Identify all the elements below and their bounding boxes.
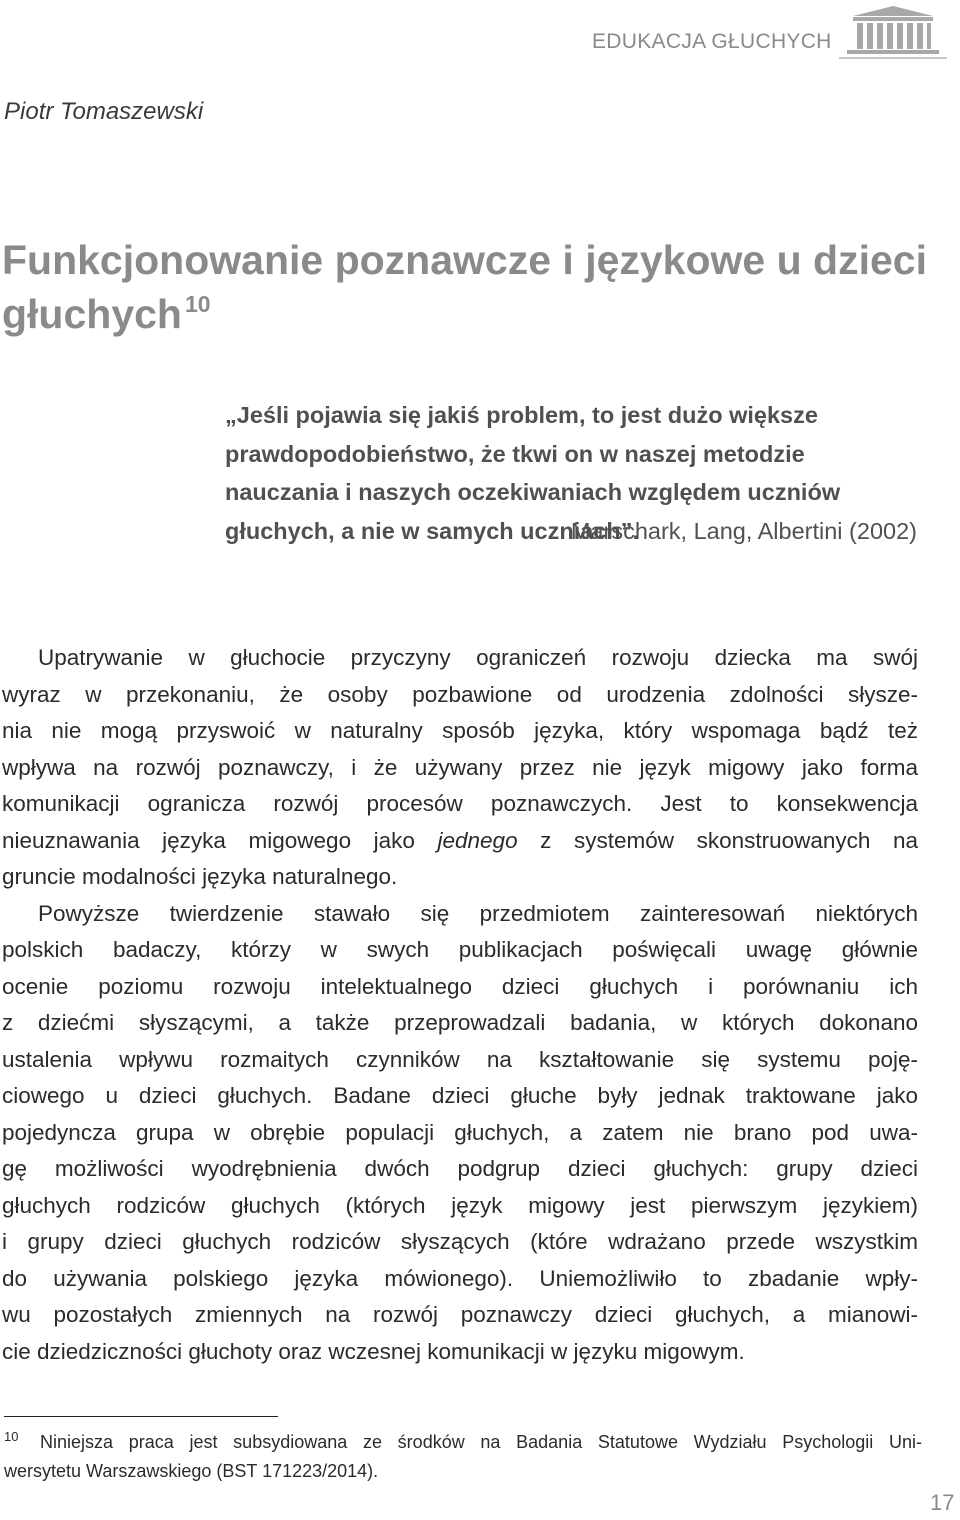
page-number: 17 — [930, 1490, 955, 1515]
body-line: głuchych rodziców głuchych (których język migowy jest pierwszym językiem) — [2, 1192, 918, 1218]
epigraph-line: prawdopodobieństwo, że tkwi on w naszej metodzie — [225, 440, 805, 467]
emphasis-text: jednego — [437, 827, 518, 853]
epigraph-attribution: Marschark, Lang, Albertini (2002) — [570, 517, 917, 544]
body-text-segment: z systemów skonstruowanych na — [517, 827, 919, 853]
epigraph-line: „Jeśli pojawia się jakiś problem, to jest dużo większe — [225, 402, 818, 428]
body-line: z dziećmi słyszącymi, a także przeprowadzali badania, w których dokonano — [2, 1010, 918, 1035]
body-line: cie dziedziczności głuchoty oraz wczesnej komunikacji w języku migowym. — [2, 1338, 745, 1364]
body-line: gruncie modalności języka naturalnego. — [2, 864, 398, 889]
body-line: nia nie mogą przyswoić w naturalny sposób języka, który wspomaga bądź też — [2, 718, 918, 743]
body-line: polskich badaczy, którzy w swych publikacjach poświęcali uwagę głównie — [2, 937, 918, 962]
epigraph-line: głuchych, a nie w samych uczniach”. — [225, 517, 639, 544]
body-line: i grupy dzieci głuchych rodziców słyszących (które wdrażano przede wszystkim — [2, 1229, 918, 1254]
journal-name: EDUKACJA GŁUCHYCH — [592, 30, 832, 53]
body-line: ocenie poziomu rozwoju intelektualnego dzieci głuchych i porównaniu ich — [2, 973, 918, 999]
paragraph — [2, 896, 918, 1371]
body-line: wyraz w przekonaniu, że osoby pozbawione od urodzenia zdolności słysze- — [2, 681, 918, 707]
title-text: Funkcjonowanie poznawcze i językowe u dzieci głuchych — [2, 237, 927, 337]
body-line: komunikacji ogranicza rozwój procesów poznawczych. Jest to konsekwencja — [2, 791, 918, 816]
body-line: do używania polskiego języka mówionego). Uniemożliwiło to zbadanie wpły- — [2, 1265, 918, 1291]
article-title — [2, 238, 942, 336]
body-line: Upatrywanie w głuchocie przyczyny ograniczeń rozwoju dziecka ma swój — [38, 645, 918, 670]
footnote-divider — [4, 1416, 278, 1417]
author-name: Piotr Tomaszewski — [4, 98, 204, 125]
body-line: pojedyncza grupa w obrębie populacji głuchych, a zatem nie brano pod uwa- — [2, 1119, 918, 1145]
body-line: ciowego u dzieci głuchych. Badane dzieci głuche były jednak traktowane jako — [2, 1083, 918, 1108]
footnote-line: wersytetu Warszawskiego (BST 171223/2014). — [4, 1461, 379, 1481]
body-line: wpływa na rozwój poznawczy, i że używany przez nie język migowy jako forma — [2, 754, 918, 780]
article-body — [2, 640, 918, 1370]
body-line: ustalenia wpływu rozmaitych czynników na kształtowanie się systemu poję- — [2, 1046, 918, 1072]
body-line — [2, 823, 918, 860]
body-text-segment: nieuznawania języka migowego jako — [2, 827, 438, 853]
body-line: wu pozostałych zmiennych na rozwój poznawczy dzieci głuchych, a mianowi- — [2, 1302, 918, 1327]
body-line: Powyższe twierdzenie stawało się przedmiotem zainteresowań niektórych — [38, 900, 918, 926]
epigraph — [225, 396, 925, 550]
epigraph-line: nauczania i naszych oczekiwaniach względem uczniów — [225, 479, 841, 505]
footnote-number: 10 — [4, 1429, 19, 1444]
title-footnote-ref[interactable]: 10 — [184, 291, 211, 317]
body-line: gę możliwości wyodrębnienia dwóch podgrup dzieci głuchych: grupy dzieci — [2, 1156, 918, 1181]
paragraph — [2, 640, 918, 896]
building-columns-icon — [839, 4, 947, 62]
footnote — [4, 1428, 922, 1486]
footnote-line: Niniejsza praca jest subsydiowana ze środków na Badania Statutowe Wydziału Psychologii Uni- — [40, 1432, 922, 1452]
